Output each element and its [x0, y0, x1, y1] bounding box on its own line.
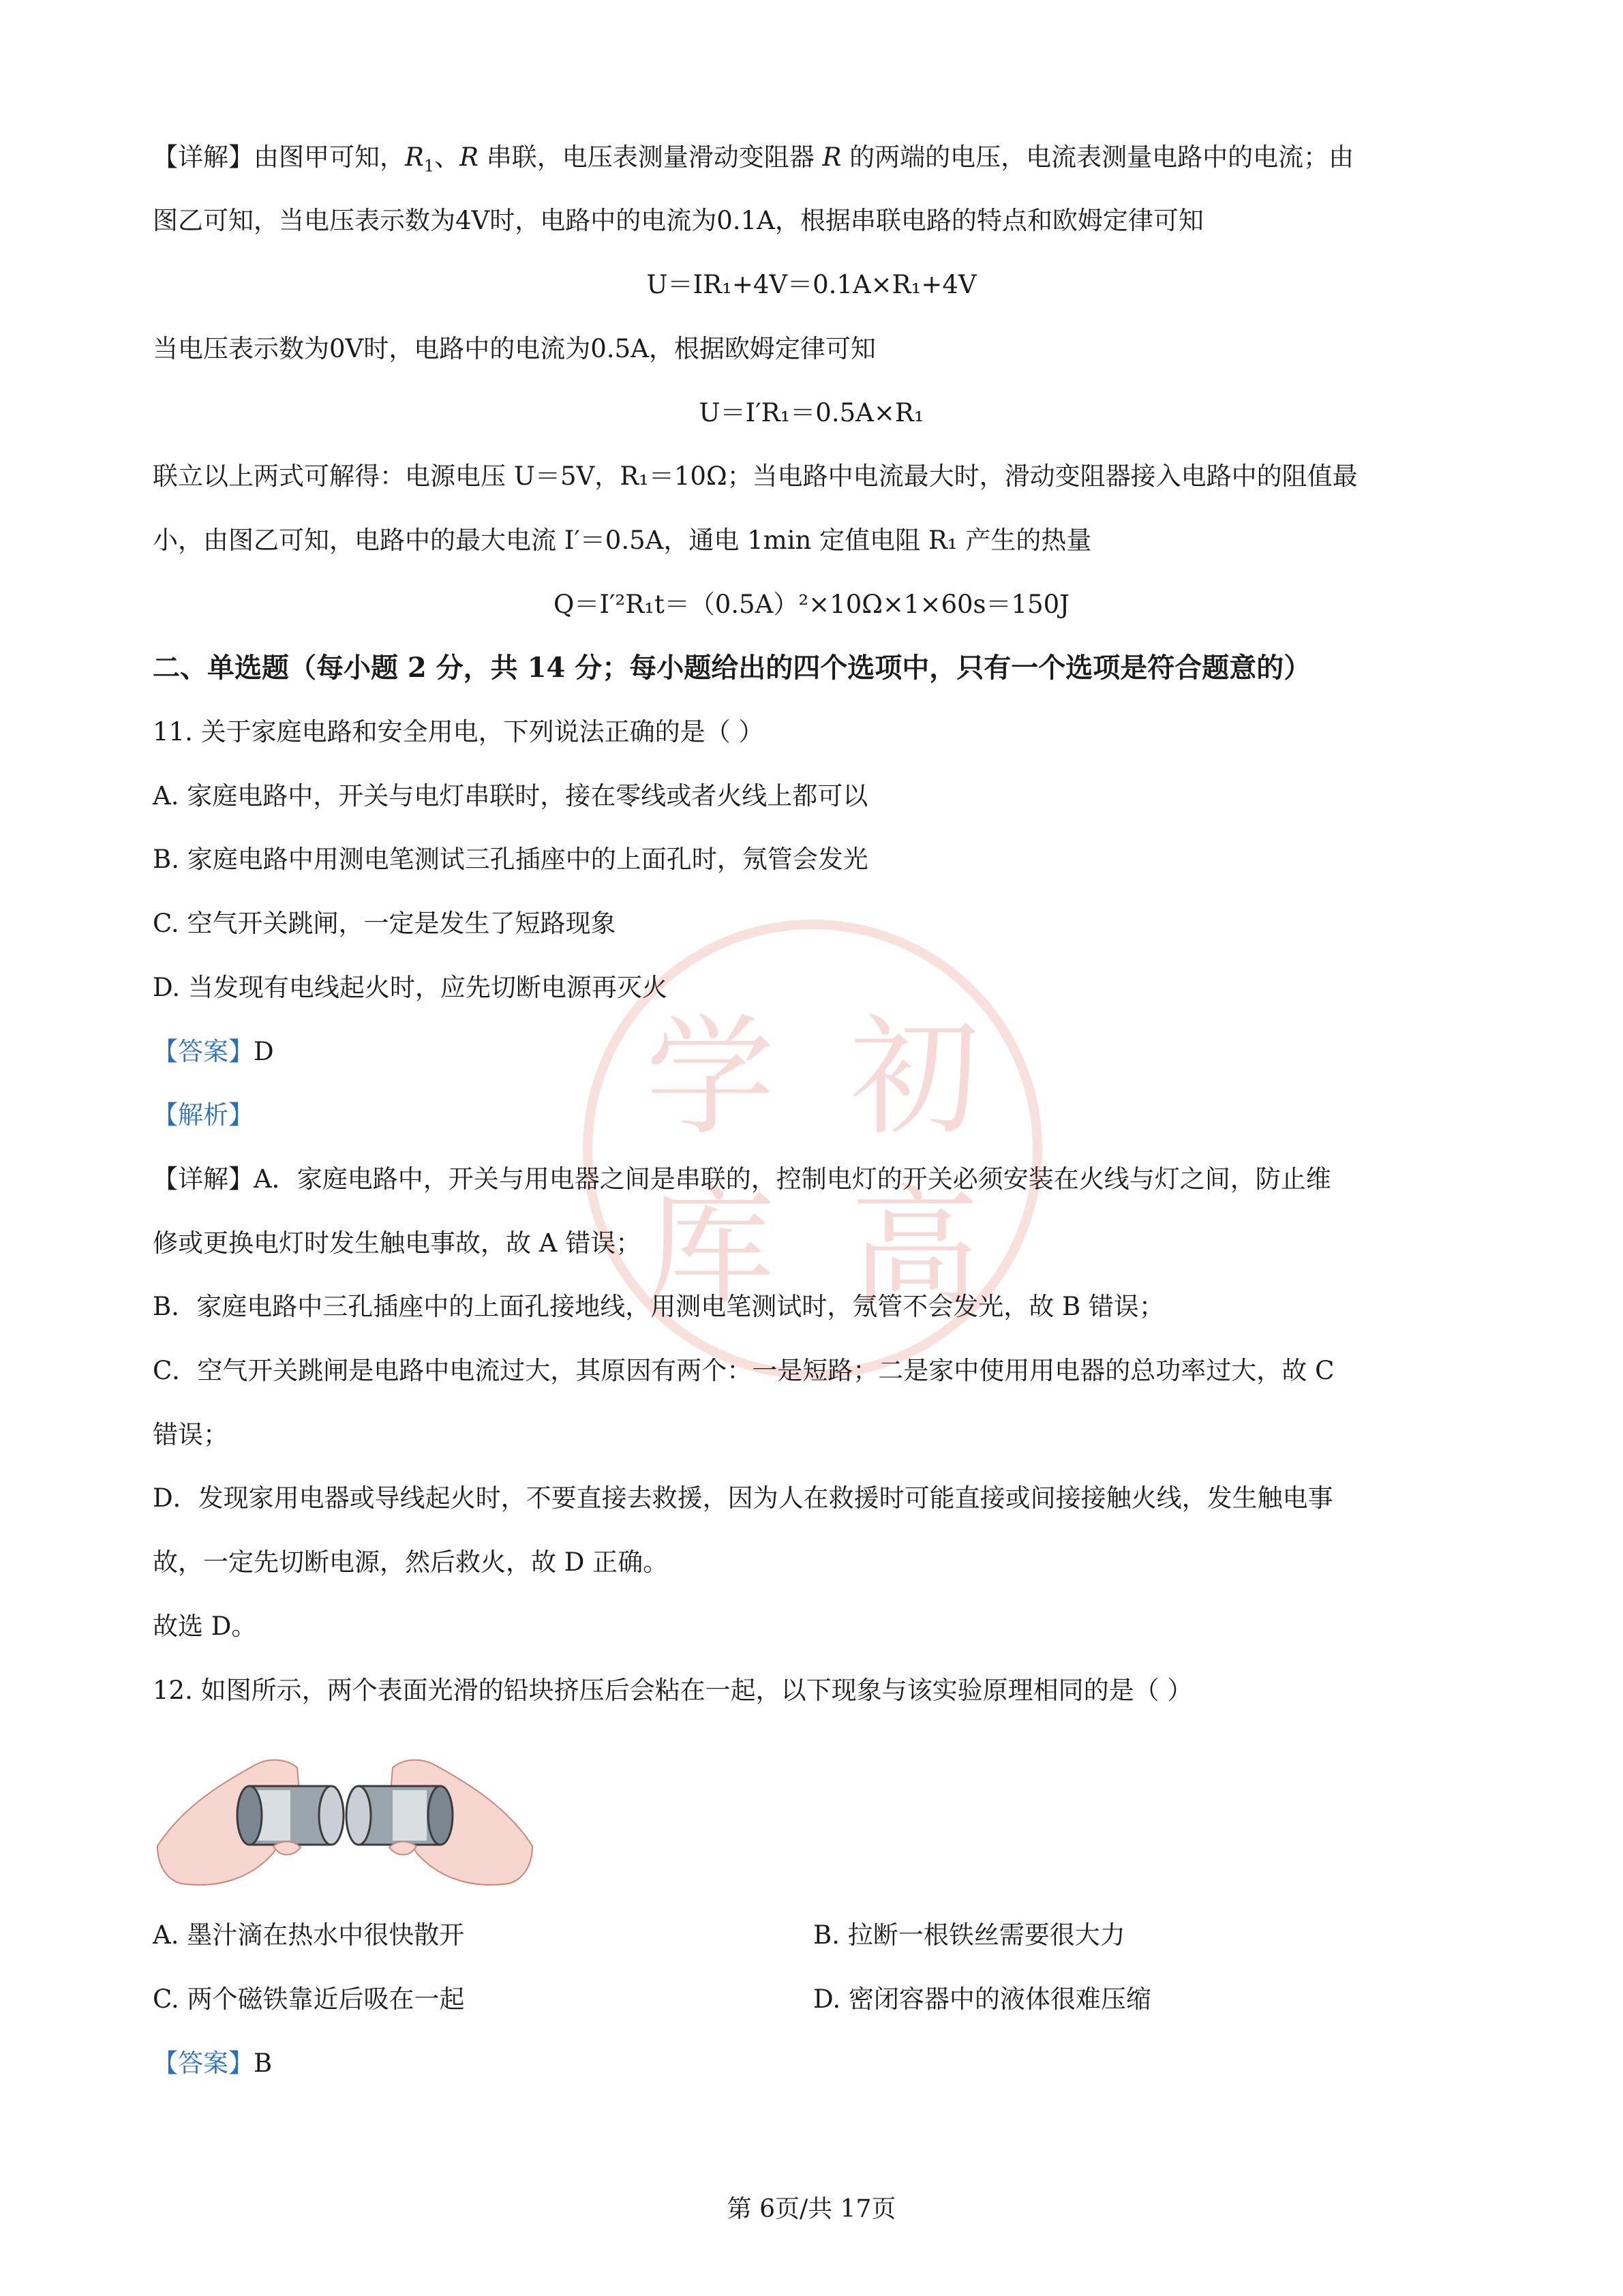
question-11-detail-1: 【详解】A．家庭电路中，开关与用电器之间是串联的，控制电灯的开关必须安装在火线与灯之间，防止维	[153, 1164, 1331, 1194]
question-11-stem: 11. 关于家庭电路和安全用电，下列说法正确的是（ ）	[153, 717, 764, 746]
page-footer: 第 6页/共 17页	[727, 2195, 896, 2223]
answer-value: B	[254, 2049, 273, 2078]
question-11-detail-5: 错误；	[153, 1420, 228, 1449]
watermark-char-3: 库	[645, 1173, 776, 1323]
question-12-option-b: B. 拉断一根铁丝需要很大力	[813, 1920, 1125, 1950]
equation-1: U＝IR₁+4V＝0.1A×R₁+4V	[646, 270, 977, 299]
question-12-option-d: D. 密闭容器中的液体很难压缩	[813, 1984, 1151, 2014]
detail-line-4: 联立以上两式可解得：电源电压 U＝5V，R₁＝10Ω；当电路中电流最大时，滑动变阻器接入电路中的阻值最	[153, 462, 1358, 491]
detail-line-1: 【详解】由图甲可知，$R_1$、R 串联，电压表测量滑动变阻器 R 的两端的电压，电流表测量电路中的电流；由	[153, 142, 1354, 176]
question-11-answer	[153, 1034, 274, 1070]
question-11-detail-4: C．空气开关跳闸是电路中电流过大，其原因有两个：一是短路；二是家中使用用电器的总功率过大，故 C	[153, 1356, 1335, 1385]
question-11-detail-6: D．发现家用电器或导线起火时，不要直接去救援，因为人在救援时可能直接或间接接触火线，发生触电事	[153, 1483, 1333, 1513]
answer-tag: 【答案】	[153, 1037, 254, 1066]
watermark-char-1: 学	[645, 1002, 776, 1153]
answer-value: D	[254, 1037, 274, 1066]
watermark-char-4: 高	[849, 1173, 980, 1323]
answer-tag: 【答案】	[153, 2049, 254, 2078]
question-12-answer	[153, 2046, 272, 2081]
equation-3: Q＝I′²R₁t＝（0.5A）²×10Ω×1×60s＝150J	[553, 590, 1070, 619]
watermark-char-2: 初	[849, 1002, 980, 1153]
question-11-detail-2: 修或更换电灯时发生触电事故，故 A 错误；	[153, 1228, 641, 1258]
question-11-detail-7: 故，一定先切断电源，然后救火，故 D 正确。	[153, 1547, 669, 1577]
question-12-option-a: A. 墨汁滴在热水中很快散开	[153, 1920, 465, 1950]
equation-2: U＝I′R₁＝0.5A×R₁	[699, 398, 924, 427]
question-11-option-b: B. 家庭电路中用测电笔测试三孔插座中的上面孔时，氖管会发光	[153, 845, 868, 874]
detail-line-3: 当电压表示数为0V时，电路中的电流为0.5A，根据欧姆定律可知	[153, 334, 876, 363]
question-11-option-d: D. 当发现有电线起火时，应先切断电源再灭火	[153, 973, 667, 1002]
section-heading: 二、单选题（每小题 2 分，共 14 分；每小题给出的四个选项中，只有一个选项是符合题意的）	[153, 652, 1311, 684]
question-12-stem: 12. 如图所示，两个表面光滑的铅块挤压后会粘在一起，以下现象与该实验原理相同的是（ ）	[153, 1676, 1193, 1705]
question-11-option-a: A. 家庭电路中，开关与电灯串联时，接在零线或者火线上都可以	[153, 781, 868, 811]
detail-line-5: 小，由图乙可知，电路中的最大电流 I′＝0.5A，通电 1min 定值电阻 R₁ 产生的热量	[153, 526, 1092, 555]
lead-blocks-figure	[154, 1744, 536, 1890]
question-11-detail-3: B．家庭电路中三孔插座中的上面孔接地线，用测电笔测试时，氖管不会发光，故 B 错误；	[153, 1292, 1164, 1321]
question-11-detail-8: 故选 D。	[153, 1612, 257, 1641]
detail-line-2: 图乙可知，当电压表示数为4V时，电路中的电流为0.1A，根据串联电路的特点和欧姆定律可知	[153, 206, 1204, 235]
question-11-option-c: C. 空气开关跳闸，一定是发生了短路现象	[153, 909, 616, 938]
question-11-analysis-tag: 【解析】	[153, 1100, 254, 1130]
question-12-option-c: C. 两个磁铁靠近后吸在一起	[153, 1984, 465, 2014]
